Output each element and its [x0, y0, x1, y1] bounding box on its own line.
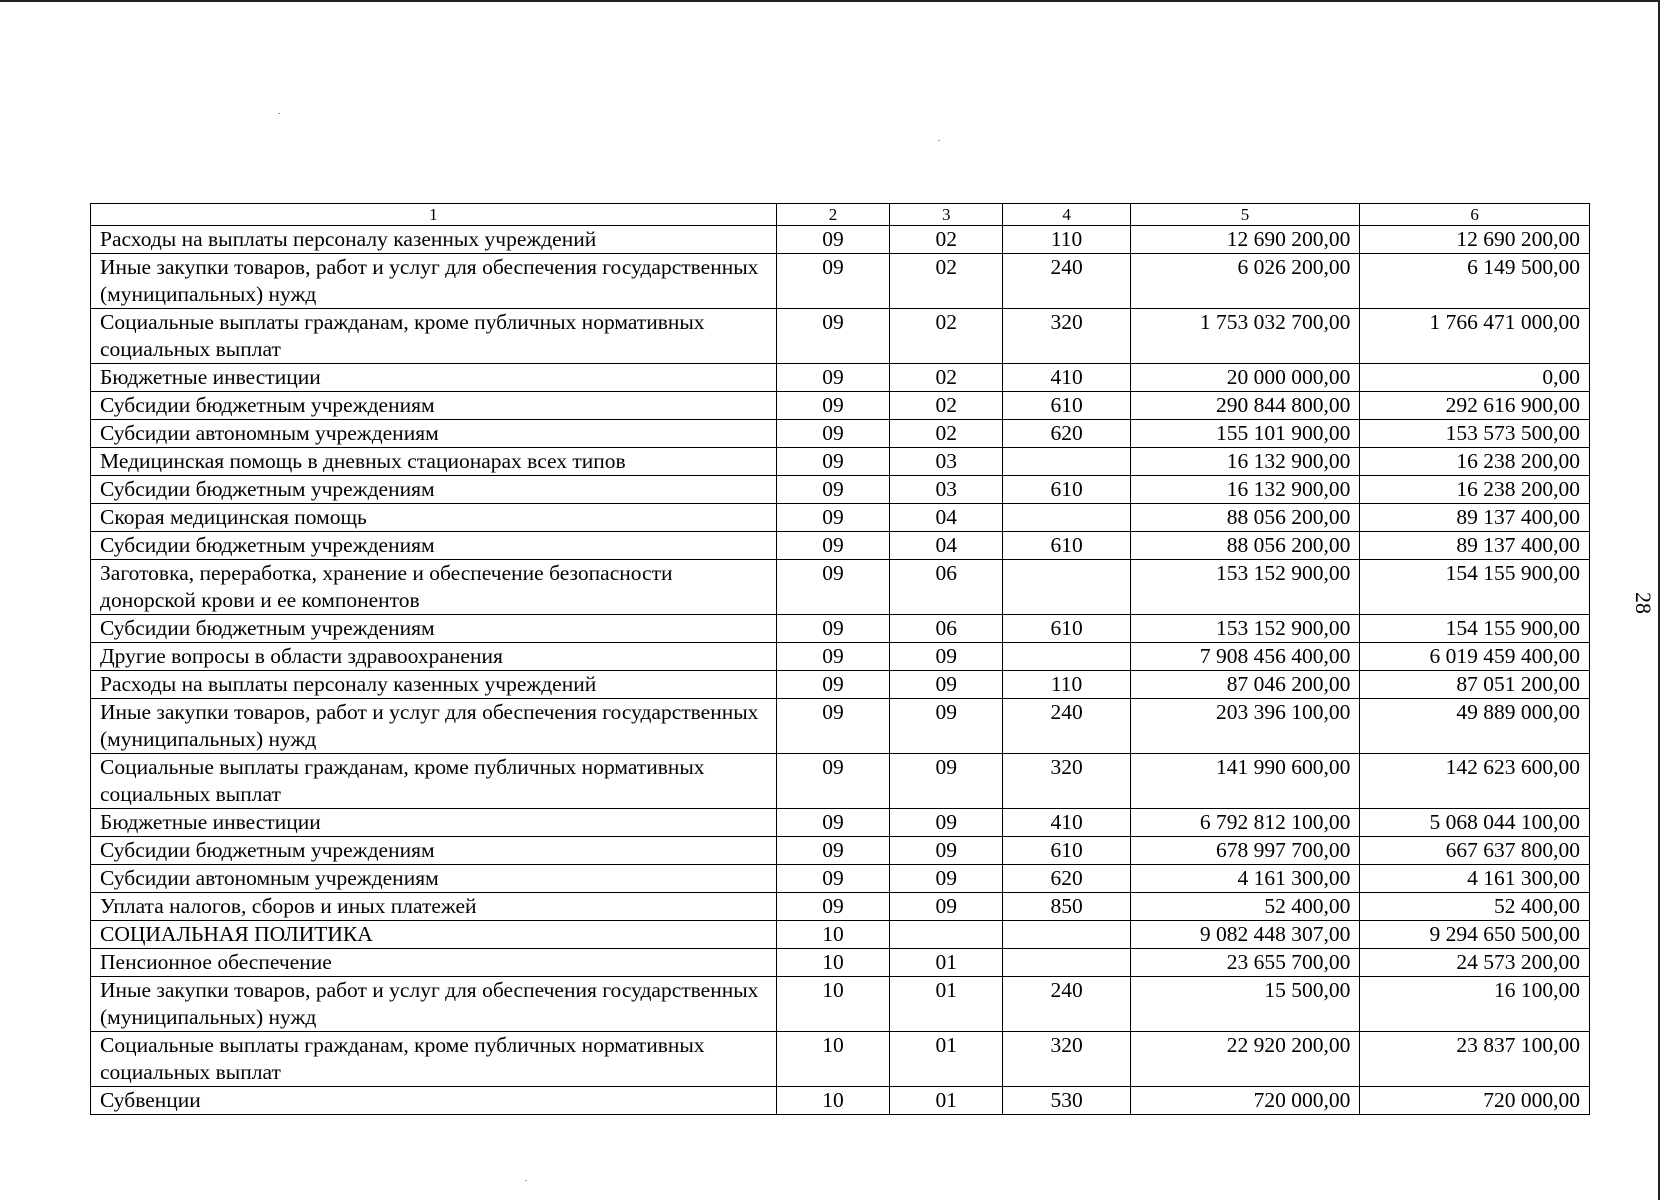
budget-table	[90, 203, 1590, 1115]
amount-col5-cell: 6 026 200,00	[1130, 254, 1360, 309]
section-code-cell: 09	[776, 865, 889, 893]
section-code-cell: 10	[776, 1087, 889, 1115]
amount-col5-cell: 16 132 900,00	[1130, 476, 1360, 504]
expense-type-code-cell: 850	[1003, 893, 1130, 921]
amount-col5-cell: 6 792 812 100,00	[1130, 809, 1360, 837]
column-number-row	[91, 204, 1590, 226]
amount-col6-cell: 6 019 459 400,00	[1360, 643, 1590, 671]
table-row	[91, 615, 1590, 643]
section-code-cell: 09	[776, 420, 889, 448]
table-row	[91, 504, 1590, 532]
amount-col6-cell: 0,00	[1360, 364, 1590, 392]
expense-name-cell: СОЦИАЛЬНАЯ ПОЛИТИКА	[91, 921, 777, 949]
subsection-code-cell: 03	[890, 476, 1003, 504]
expense-name-cell: Пенсионное обеспечение	[91, 949, 777, 977]
subsection-code-cell: 04	[890, 532, 1003, 560]
subsection-code-cell: 01	[890, 1087, 1003, 1115]
subsection-code-cell: 04	[890, 504, 1003, 532]
amount-col6-cell: 52 400,00	[1360, 893, 1590, 921]
table-row	[91, 532, 1590, 560]
expense-name-cell: Субсидии бюджетным учреждениям	[91, 532, 777, 560]
expense-name-cell: Бюджетные инвестиции	[91, 809, 777, 837]
expense-type-code-cell: 110	[1003, 671, 1130, 699]
expense-type-code-cell	[1003, 949, 1130, 977]
scan-speck	[938, 140, 940, 141]
subsection-code-cell: 09	[890, 671, 1003, 699]
expense-name-cell: Другие вопросы в области здравоохранения	[91, 643, 777, 671]
expense-name-cell: Иные закупки товаров, работ и услуг для обеспечения государственных (муниципальных) нужд	[91, 699, 777, 754]
table-row	[91, 643, 1590, 671]
expense-name-cell: Субсидии бюджетным учреждениям	[91, 837, 777, 865]
section-code-cell: 09	[776, 643, 889, 671]
table-row	[91, 448, 1590, 476]
subsection-code-cell: 09	[890, 809, 1003, 837]
expense-type-code-cell	[1003, 921, 1130, 949]
amount-col6-cell: 89 137 400,00	[1360, 532, 1590, 560]
amount-col6-cell: 667 637 800,00	[1360, 837, 1590, 865]
section-code-cell: 09	[776, 392, 889, 420]
subsection-code-cell: 09	[890, 865, 1003, 893]
table-row	[91, 837, 1590, 865]
table-row	[91, 1087, 1590, 1115]
amount-col5-cell: 15 500,00	[1130, 977, 1360, 1032]
amount-col5-cell: 22 920 200,00	[1130, 1032, 1360, 1087]
section-code-cell: 09	[776, 226, 889, 254]
subsection-code-cell: 09	[890, 643, 1003, 671]
column-header: 3	[890, 204, 1003, 226]
table-row	[91, 754, 1590, 809]
expense-type-code-cell: 610	[1003, 615, 1130, 643]
section-code-cell: 09	[776, 364, 889, 392]
table-row	[91, 309, 1590, 364]
expense-name-cell: Заготовка, переработка, хранение и обеспечение безопасности донорской крови и ее компонентов	[91, 560, 777, 615]
table-row	[91, 560, 1590, 615]
amount-col5-cell: 52 400,00	[1130, 893, 1360, 921]
section-code-cell: 09	[776, 254, 889, 309]
expense-name-cell: Социальные выплаты гражданам, кроме публичных нормативных социальных выплат	[91, 309, 777, 364]
section-code-cell: 09	[776, 893, 889, 921]
column-header: 1	[91, 204, 777, 226]
amount-col6-cell: 1 766 471 000,00	[1360, 309, 1590, 364]
expense-type-code-cell: 610	[1003, 837, 1130, 865]
expense-name-cell: Иные закупки товаров, работ и услуг для обеспечения государственных (муниципальных) нужд	[91, 977, 777, 1032]
subsection-code-cell: 02	[890, 392, 1003, 420]
expense-type-code-cell: 240	[1003, 254, 1130, 309]
table-row	[91, 809, 1590, 837]
expense-type-code-cell	[1003, 643, 1130, 671]
expense-name-cell: Субсидии бюджетным учреждениям	[91, 476, 777, 504]
expense-type-code-cell: 320	[1003, 309, 1130, 364]
section-code-cell: 10	[776, 921, 889, 949]
subsection-code-cell: 01	[890, 949, 1003, 977]
amount-col5-cell: 16 132 900,00	[1130, 448, 1360, 476]
amount-col6-cell: 89 137 400,00	[1360, 504, 1590, 532]
subsection-code-cell: 09	[890, 754, 1003, 809]
section-code-cell: 10	[776, 949, 889, 977]
section-code-cell: 09	[776, 476, 889, 504]
amount-col6-cell: 6 149 500,00	[1360, 254, 1590, 309]
scan-speck	[525, 1180, 527, 1181]
expense-name-cell: Расходы на выплаты персоналу казенных учреждений	[91, 671, 777, 699]
amount-col5-cell: 678 997 700,00	[1130, 837, 1360, 865]
subsection-code-cell: 02	[890, 364, 1003, 392]
expense-type-code-cell: 320	[1003, 754, 1130, 809]
amount-col5-cell: 153 152 900,00	[1130, 560, 1360, 615]
expense-name-cell: Бюджетные инвестиции	[91, 364, 777, 392]
table-row	[91, 420, 1590, 448]
section-code-cell: 09	[776, 504, 889, 532]
expense-type-code-cell	[1003, 448, 1130, 476]
table-row	[91, 893, 1590, 921]
table-row	[91, 921, 1590, 949]
expense-name-cell: Субвенции	[91, 1087, 777, 1115]
page-number: 28	[1631, 592, 1656, 614]
amount-col6-cell: 16 238 200,00	[1360, 448, 1590, 476]
expense-type-code-cell: 240	[1003, 977, 1130, 1032]
expense-type-code-cell: 110	[1003, 226, 1130, 254]
amount-col6-cell: 24 573 200,00	[1360, 949, 1590, 977]
table-row	[91, 364, 1590, 392]
amount-col5-cell: 720 000,00	[1130, 1087, 1360, 1115]
amount-col6-cell: 5 068 044 100,00	[1360, 809, 1590, 837]
expense-name-cell: Социальные выплаты гражданам, кроме публичных нормативных социальных выплат	[91, 754, 777, 809]
column-header: 5	[1130, 204, 1360, 226]
subsection-code-cell: 09	[890, 837, 1003, 865]
amount-col6-cell: 87 051 200,00	[1360, 671, 1590, 699]
amount-col5-cell: 88 056 200,00	[1130, 532, 1360, 560]
expense-type-code-cell: 320	[1003, 1032, 1130, 1087]
expense-name-cell: Медицинская помощь в дневных стационарах всех типов	[91, 448, 777, 476]
expense-type-code-cell	[1003, 560, 1130, 615]
amount-col5-cell: 23 655 700,00	[1130, 949, 1360, 977]
expense-type-code-cell: 620	[1003, 865, 1130, 893]
section-code-cell: 09	[776, 837, 889, 865]
table-row	[91, 226, 1590, 254]
amount-col6-cell: 142 623 600,00	[1360, 754, 1590, 809]
table-row	[91, 1032, 1590, 1087]
table-row	[91, 392, 1590, 420]
table-row	[91, 699, 1590, 754]
expense-name-cell: Скорая медицинская помощь	[91, 504, 777, 532]
expense-type-code-cell: 620	[1003, 420, 1130, 448]
expense-name-cell: Уплата налогов, сборов и иных платежей	[91, 893, 777, 921]
expense-type-code-cell	[1003, 504, 1130, 532]
section-code-cell: 09	[776, 532, 889, 560]
expense-type-code-cell: 410	[1003, 809, 1130, 837]
expense-type-code-cell: 610	[1003, 532, 1130, 560]
amount-col5-cell: 7 908 456 400,00	[1130, 643, 1360, 671]
section-code-cell: 09	[776, 809, 889, 837]
scan-speck	[278, 113, 280, 114]
amount-col6-cell: 292 616 900,00	[1360, 392, 1590, 420]
section-code-cell: 09	[776, 671, 889, 699]
subsection-code-cell	[890, 921, 1003, 949]
amount-col5-cell: 87 046 200,00	[1130, 671, 1360, 699]
subsection-code-cell: 01	[890, 977, 1003, 1032]
table-row	[91, 254, 1590, 309]
subsection-code-cell: 02	[890, 420, 1003, 448]
expense-name-cell: Субсидии автономным учреждениям	[91, 865, 777, 893]
subsection-code-cell: 09	[890, 893, 1003, 921]
amount-col6-cell: 23 837 100,00	[1360, 1032, 1590, 1087]
amount-col5-cell: 88 056 200,00	[1130, 504, 1360, 532]
amount-col6-cell: 16 238 200,00	[1360, 476, 1590, 504]
section-code-cell: 09	[776, 615, 889, 643]
subsection-code-cell: 02	[890, 226, 1003, 254]
column-header: 6	[1360, 204, 1590, 226]
amount-col5-cell: 153 152 900,00	[1130, 615, 1360, 643]
amount-col5-cell: 9 082 448 307,00	[1130, 921, 1360, 949]
amount-col6-cell: 153 573 500,00	[1360, 420, 1590, 448]
amount-col6-cell: 12 690 200,00	[1360, 226, 1590, 254]
expense-name-cell: Иные закупки товаров, работ и услуг для обеспечения государственных (муниципальных) нужд	[91, 254, 777, 309]
table-row	[91, 949, 1590, 977]
amount-col6-cell: 9 294 650 500,00	[1360, 921, 1590, 949]
subsection-code-cell: 09	[890, 699, 1003, 754]
amount-col5-cell: 203 396 100,00	[1130, 699, 1360, 754]
expense-name-cell: Расходы на выплаты персоналу казенных учреждений	[91, 226, 777, 254]
section-code-cell: 09	[776, 448, 889, 476]
expense-name-cell: Субсидии бюджетным учреждениям	[91, 615, 777, 643]
expense-name-cell: Субсидии бюджетным учреждениям	[91, 392, 777, 420]
table-row	[91, 476, 1590, 504]
expense-type-code-cell: 410	[1003, 364, 1130, 392]
amount-col6-cell: 720 000,00	[1360, 1087, 1590, 1115]
scan-edge-top	[0, 0, 1660, 2]
amount-col6-cell: 154 155 900,00	[1360, 615, 1590, 643]
table-row	[91, 865, 1590, 893]
section-code-cell: 09	[776, 309, 889, 364]
amount-col6-cell: 154 155 900,00	[1360, 560, 1590, 615]
table-row	[91, 977, 1590, 1032]
subsection-code-cell: 06	[890, 560, 1003, 615]
section-code-cell: 10	[776, 977, 889, 1032]
expense-type-code-cell: 240	[1003, 699, 1130, 754]
section-code-cell: 10	[776, 1032, 889, 1087]
subsection-code-cell: 03	[890, 448, 1003, 476]
amount-col5-cell: 1 753 032 700,00	[1130, 309, 1360, 364]
table-row	[91, 671, 1590, 699]
amount-col6-cell: 16 100,00	[1360, 977, 1590, 1032]
column-header: 2	[776, 204, 889, 226]
subsection-code-cell: 02	[890, 309, 1003, 364]
amount-col5-cell: 290 844 800,00	[1130, 392, 1360, 420]
table-body	[91, 226, 1590, 1115]
amount-col5-cell: 12 690 200,00	[1130, 226, 1360, 254]
column-header: 4	[1003, 204, 1130, 226]
section-code-cell: 09	[776, 754, 889, 809]
subsection-code-cell: 06	[890, 615, 1003, 643]
amount-col5-cell: 155 101 900,00	[1130, 420, 1360, 448]
subsection-code-cell: 02	[890, 254, 1003, 309]
amount-col6-cell: 49 889 000,00	[1360, 699, 1590, 754]
section-code-cell: 09	[776, 560, 889, 615]
section-code-cell: 09	[776, 699, 889, 754]
subsection-code-cell: 01	[890, 1032, 1003, 1087]
amount-col5-cell: 141 990 600,00	[1130, 754, 1360, 809]
amount-col5-cell: 20 000 000,00	[1130, 364, 1360, 392]
amount-col5-cell: 4 161 300,00	[1130, 865, 1360, 893]
expense-name-cell: Социальные выплаты гражданам, кроме публичных нормативных социальных выплат	[91, 1032, 777, 1087]
expense-type-code-cell: 610	[1003, 392, 1130, 420]
expense-name-cell: Субсидии автономным учреждениям	[91, 420, 777, 448]
amount-col6-cell: 4 161 300,00	[1360, 865, 1590, 893]
expense-type-code-cell: 530	[1003, 1087, 1130, 1115]
expense-type-code-cell: 610	[1003, 476, 1130, 504]
